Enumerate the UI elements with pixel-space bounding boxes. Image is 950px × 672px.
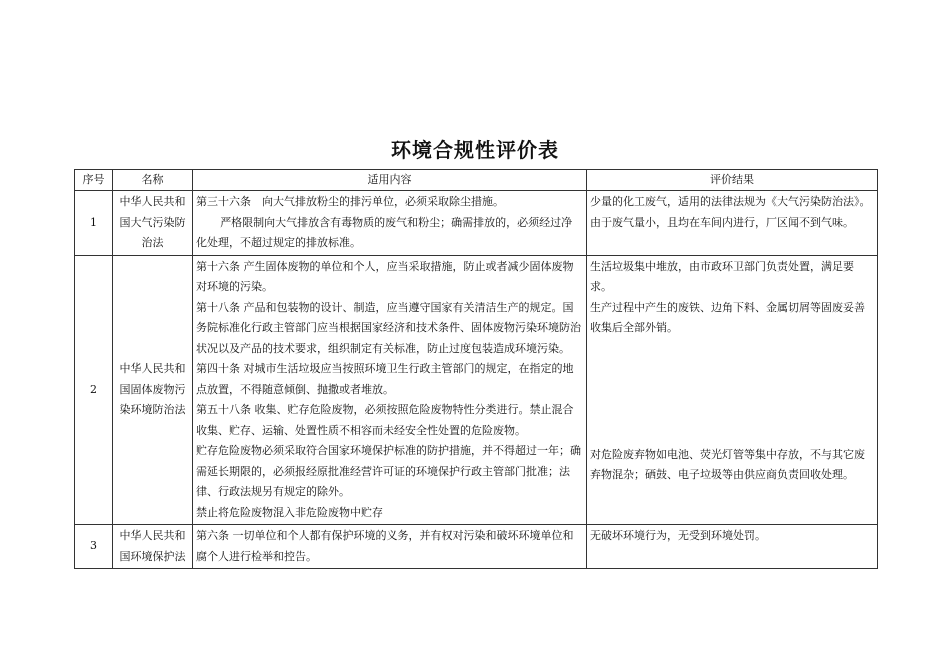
row-name: 中华人民共和国大气污染防治法 xyxy=(113,191,193,256)
content-paragraph: 第十六条 产生固体废物的单位和个人，应当采取措施，防止或者减少固体废物对环境的污染。 xyxy=(196,259,574,293)
row-result xyxy=(587,525,878,569)
compliance-table xyxy=(74,169,878,569)
table-row xyxy=(75,255,878,525)
row-result xyxy=(587,191,878,256)
table-row xyxy=(75,191,878,256)
row-name: 中华人民共和国固体废物污染环境防治法 xyxy=(113,255,193,525)
row-name: 中华人民共和国环境保护法 xyxy=(113,525,193,569)
content-paragraph: 第五十八条 收集、贮存危险废物，必须按照危险废物特性分类进行。禁止混合收集、贮存、运输、处置性质不相容而未经安全性处置的危险废物。 xyxy=(196,403,574,437)
table-row xyxy=(75,525,878,569)
row-content xyxy=(193,525,587,569)
content-paragraph: 第三十六条 向大气排放粉尘的排污单位，必须采取除尘措施。 xyxy=(196,195,504,208)
row-content xyxy=(193,191,587,256)
row-no: 2 xyxy=(75,255,113,525)
header-content: 适用内容 xyxy=(193,170,587,191)
content-paragraph: 第六条 一切单位和个人都有保护环境的义务，并有权对污染和破坏环境单位和腐个人进行检举和控告。 xyxy=(196,529,574,563)
header-result: 评价结果 xyxy=(587,170,878,191)
row-content xyxy=(193,255,587,525)
result-paragraph: 无破坏环境行为，无受到环境处罚。 xyxy=(590,529,766,542)
row-no: 1 xyxy=(75,191,113,256)
row-result xyxy=(587,255,878,525)
header-name: 名称 xyxy=(113,170,193,191)
header-no: 序号 xyxy=(75,170,113,191)
table-header-row xyxy=(75,170,878,191)
content-paragraph: 严格限制向大气排放含有毒物质的废气和粉尘；确需排放的，必须经过净化处理，不超过规定的排放标准。 xyxy=(196,215,573,249)
row-no: 3 xyxy=(75,525,113,569)
content-paragraph: 禁止将危险废物混入非危险废物中贮存 xyxy=(196,505,383,519)
result-paragraph: 生活垃圾集中堆放，由市政环卫部门负责处置，满足要求。 xyxy=(590,259,854,293)
content-paragraph: 贮存危险废物必须采取符合国家环境保护标准的防护措施，并不得超过一年；确需延长期限的，必须报经原批准经营许可证的环境保护行政主管部门批准；法律、行政法规另有规定的除外。 xyxy=(196,444,581,498)
content-paragraph: 第四十条 对城市生活垃圾应当按照环境卫生行政主管部门的规定，在指定的地点放置，不得随意倾倒、抛撒或者堆放。 xyxy=(196,362,574,396)
result-paragraph: 生产过程中产生的废铁、边角下料、金属切屑等固废妥善收集后全部外销。 xyxy=(590,300,865,334)
result-paragraph: 少量的化工废气，适用的法律法规为《大气污染防治法》。由于废气量小，且均在车间内进行，厂区闻不到气味。 xyxy=(590,195,871,229)
result-paragraph: 对危险废弃物如电池、荧光灯管等集中存放，不与其它废弃物混杂；硒鼓、电子垃圾等由供应商负责回收处理。 xyxy=(590,447,865,481)
spacer xyxy=(590,339,874,445)
page-title: 环境合规性评价表 xyxy=(391,138,559,162)
content-paragraph: 第十八条 产品和包装物的设计、制造，应当遵守国家有关清洁生产的规定。国务院标准化行政主管部门应当根据国家经济和技术条件、固体废物污染环境防治状况以及产品的技术要求，组织制定有关标准，防止过度包装造成环境污染。 xyxy=(196,300,581,355)
